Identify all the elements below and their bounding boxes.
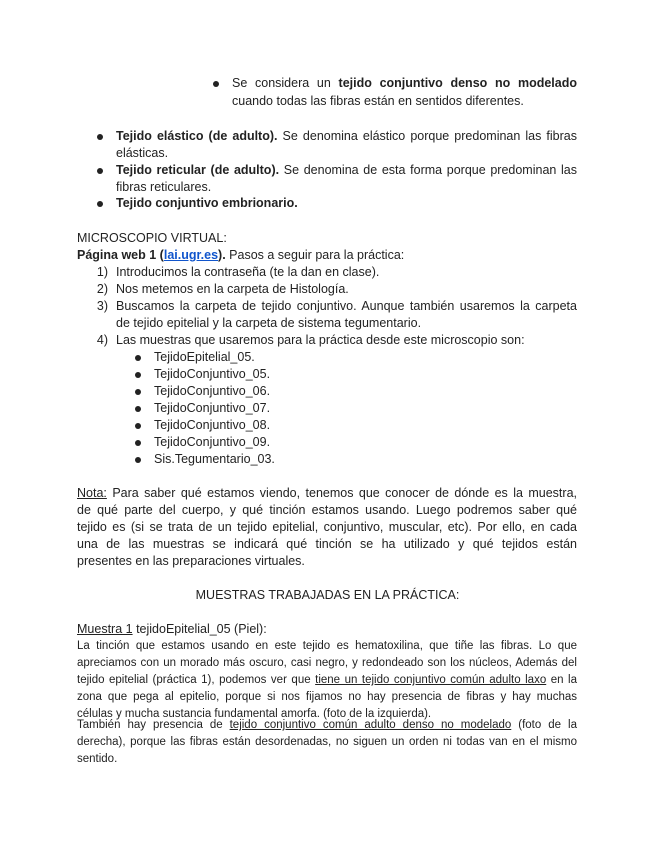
type-elastico-cont: elásticas. (116, 146, 169, 160)
sample-item: TejidoConjuntivo_09. (154, 435, 271, 449)
section-heading: MUESTRAS TRABAJADAS EN LA PRÁCTICA: (195, 588, 460, 602)
bullet-icon (135, 372, 141, 378)
bullet-icon (97, 134, 103, 140)
muestra-line: También hay presencia de tejido conjuntivo común adulto denso no modelado (foto de la (77, 719, 577, 731)
step-text: Introducimos la contraseña (te la dan en clase). (116, 265, 380, 279)
bullet-icon (97, 168, 103, 174)
note-line: una de las muestras se indicará qué tinción se ha utilizado y qué tejidos están (77, 537, 577, 551)
step-number: 2) (96, 282, 108, 296)
step-number: 4) (96, 333, 108, 347)
type-elastico: Tejido elástico (de adulto). Se denomina elástico porque predominan las fibras (116, 129, 577, 143)
web-line: Página web 1 (lai.ugr.es). Pasos a seguir para la práctica: (77, 248, 405, 262)
type-reticular-cont: fibras reticulares. (116, 180, 212, 194)
sample-item: TejidoConjuntivo_05. (154, 367, 271, 381)
note-label: Nota: (77, 486, 107, 500)
bullet-icon (97, 201, 103, 207)
note-line: de qué parte del cuerpo, y qué tinción estamos usando. Luego podremos saber qué (77, 503, 577, 517)
dense-paragraph-line: Se considera un tejido conjuntivo denso no modelado (232, 76, 578, 90)
step-text-cont: de tejido epitelial y la carpeta de sistema tegumentario. (116, 316, 422, 330)
type-reticular: Tejido reticular (de adulto). Se denomina de esta forma porque predominan las (116, 163, 578, 177)
muestra-line: zona que pega al epitelio, porque si nos fijamos no hay presencia de fibras y hay muchas (77, 691, 577, 703)
step-number: 3) (96, 299, 108, 313)
muestra-title: Muestra 1 tejidoEpitelial_05 (Piel): (77, 622, 267, 636)
sample-item: TejidoConjuntivo_06. (154, 384, 271, 398)
sample-item: TejidoEpitelial_05. (154, 350, 255, 364)
sample-item: Sis.Tegumentario_03. (154, 452, 275, 466)
muestra-line: La tinción que estamos usando en este tejido es hematoxilina, que tiñe las fibras. Lo que (77, 640, 577, 652)
bullet-icon (135, 389, 141, 395)
type-embrionario: Tejido conjuntivo embrionario. (116, 196, 298, 210)
dense-paragraph-cont: cuando todas las fibras están en sentidos diferentes. (232, 94, 524, 108)
micro-heading: MICROSCOPIO VIRTUAL: (77, 231, 227, 245)
bullet-icon (135, 406, 141, 412)
step-number: 1) (96, 265, 108, 279)
note-line: Nota: Para saber qué estamos viendo, tenemos que conocer de dónde es la muestra, (77, 486, 577, 500)
bullet-icon (135, 355, 141, 361)
bullet-icon (213, 81, 219, 87)
note-line: tejido es (si se trata de un tejido epitelial, conjuntivo, muscular, etc). Por ello, en cada (77, 520, 577, 534)
bullet-icon (135, 423, 141, 429)
note-line: presentes en las preparaciones virtuales. (77, 554, 305, 568)
muestra-line: tejido epitelial (práctica 1), podemos ver que tiene un tejido conjuntivo común adulto laxo en la (77, 674, 578, 686)
muestra-line: apreciamos con un morado más oscuro, casi negro, y redondeado son los núcleos, Además del (77, 657, 577, 669)
web-link[interactable]: lai.ugr.es (163, 248, 219, 262)
muestra-line: células y mucha sustancia fundamental amorfa. (foto de la izquierda). (77, 708, 432, 720)
sample-item: TejidoConjuntivo_07. (154, 401, 271, 415)
muestra-line: derecha), porque las fibras están desordenadas, no siguen un orden ni todas van en el mismo (77, 736, 577, 748)
step-text: Buscamos la carpeta de tejido conjuntivo. Aunque también usaremos la carpeta (116, 299, 577, 313)
bullet-icon (135, 440, 141, 446)
step-text: Nos metemos en la carpeta de Histología. (116, 282, 349, 296)
step-text: Las muestras que usaremos para la práctica desde este microscopio son: (116, 333, 525, 347)
bullet-icon (135, 457, 141, 463)
sample-item: TejidoConjuntivo_08. (154, 418, 271, 432)
muestra-line: sentido. (77, 753, 118, 765)
